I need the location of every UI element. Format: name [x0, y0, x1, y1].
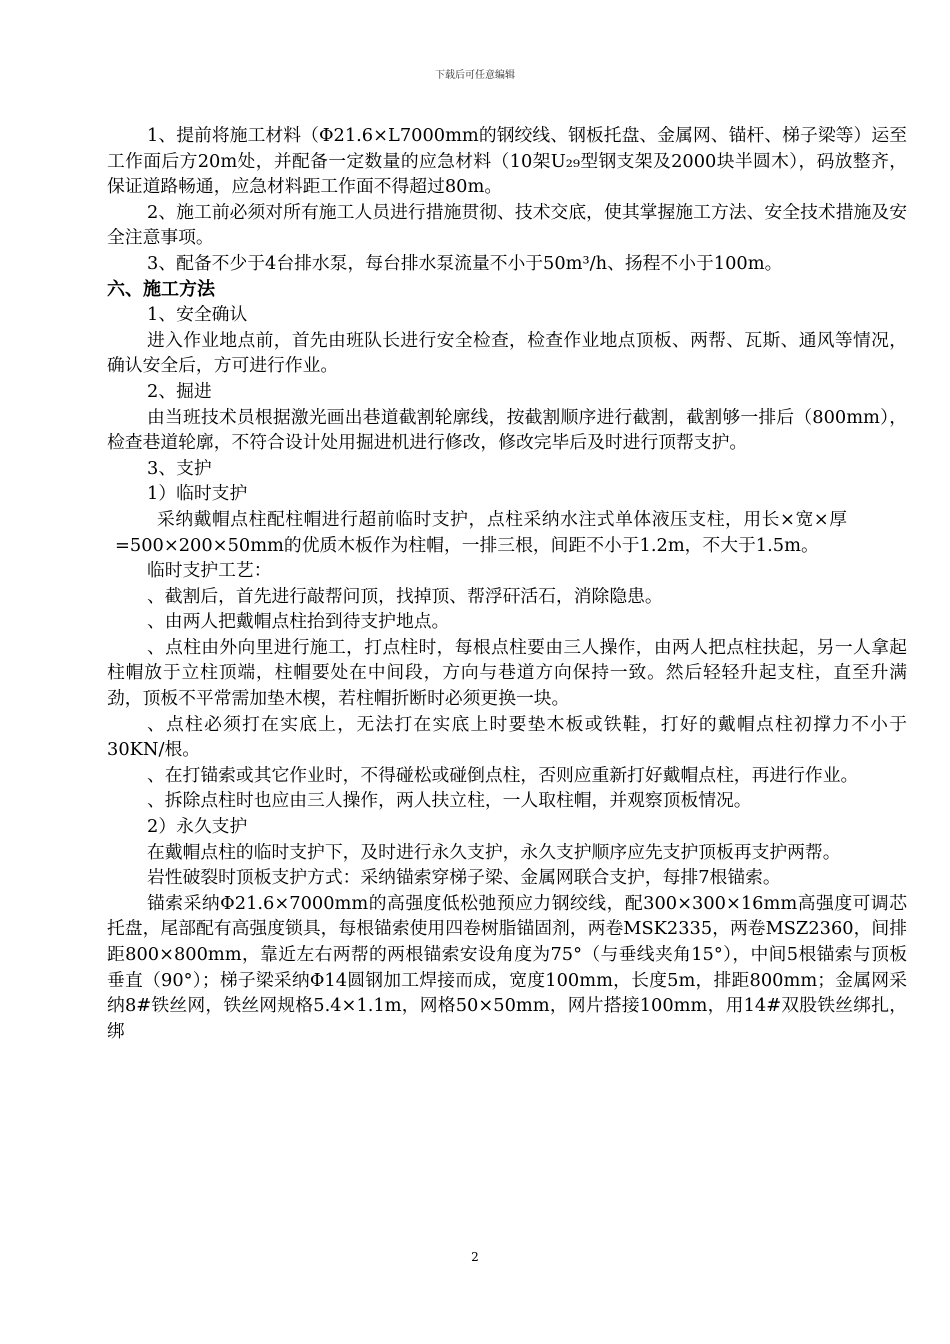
paragraph: 2、掘进 [147, 380, 212, 402]
document-body [107, 123, 907, 1044]
paragraph: 1、安全确认 [147, 304, 248, 326]
paragraph: 、拆除点柱时也应由三人操作，两人扶立柱，一人取柱帽，并观察顶板情况。 [147, 790, 752, 812]
paragraph: 、点柱由外向里进行施工，打点柱时，每根点柱要由三人操作，由两人把点柱扶起，另一人拿起柱帽放于立柱顶端，柱帽要处在中间段，方向与巷道方向保持一致。然后轻轻升起支柱，直至升满劲，顶板不平常需加垫木楔，若柱帽折断时必须更换一块。 [107, 636, 907, 710]
paragraph: 、由两人把戴帽点柱抬到待支护地点。 [147, 611, 450, 633]
paragraph: 2）永久支护 [147, 816, 248, 838]
paragraph: 2、施工前必须对所有施工人员进行措施贯彻、技术交底，使其掌握施工方法、安全技术措施及安全注意事项。 [107, 201, 907, 249]
paragraph: 、在打锚索或其它作业时，不得碰松或碰倒点柱，否则应重新打好戴帽点柱，再进行作业。 [147, 764, 859, 786]
paragraph: 由当班技术员根据激光画出巷道截割轮廓线，按截割顺序进行截割，截割够一排后（800mm），检查巷道轮廓，不符合设计处用掘进机进行修改，修改完毕后及时进行顶帮支护。 [107, 406, 907, 454]
paragraph: 、点柱必须打在实底上，无法打在实底上时要垫木板或铁鞋，打好的戴帽点柱初撑力不小于30KN/根。 [107, 713, 907, 761]
paragraph: 采纳戴帽点柱配柱帽进行超前临时支护，点柱采纳水注式单体液压支柱，用长×宽×厚=500×200×50mm的优质木板作为柱帽，一排三根，间距不小于1.2m，不大于1.5m。 [115, 508, 847, 556]
paragraph: 在戴帽点柱的临时支护下，及时进行永久支护，永久支护顺序应先支护顶板再支护两帮。 [147, 841, 841, 863]
paragraph: 临时支护工艺： [147, 560, 272, 582]
page-number: 2 [471, 1250, 479, 1264]
paragraph: 进入作业地点前，首先由班队长进行安全检查，检查作业地点顶板、两帮、瓦斯、通风等情况，确认安全后，方可进行作业。 [107, 329, 907, 377]
page-header: 下载后可任意编辑 [435, 70, 515, 81]
paragraph: 1）临时支护 [147, 483, 248, 505]
paragraph: 1、提前将施工材料（Φ21.6×L7000mm的钢绞线、钢板托盘、金属网、锚杆、梯子梁等）运至工作面后方20m处，并配备一定数量的应急材料（10架U₂₉型钢支架及2000块半圆木），码放整齐，保证道路畅通，应急材料距工作面不得超过80m。 [107, 125, 907, 198]
paragraph: 3、支护 [147, 457, 212, 479]
paragraph: 岩性破裂时顶板支护方式：采纳锚索穿梯子梁、金属网联合支护，每排7根锚索。 [147, 867, 781, 889]
paragraph: 、截割后，首先进行敲帮问顶，找掉顶、帮浮矸活石，消除隐患。 [147, 585, 663, 607]
paragraph: 锚索采纳Φ21.6×7000mm的高强度低松弛预应力钢绞线，配300×300×16mm高强度可调芯托盘，尾部配有高强度锁具，每根锚索使用四卷树脂锚固剂，两卷MSK2335，两卷MSZ2360，间排距800×800mm，靠近左右两帮的两根锚索安设角度为75°（与垂线夹角15°），中间5根锚索与顶板垂直（90°）；梯子梁采纳Φ14圆钢加工焊接而成，宽度100mm，长度5m，排距800mm；金属网采纳8#铁丝网，铁丝网规格5.4×1.1m，网格50×50mm，网片搭接100mm，用14#双股铁丝绑扎，绑 [107, 892, 907, 1042]
section-heading: 六、施工方法 [107, 278, 215, 300]
paragraph: 3、配备不少于4台排水泵，每台排水泵流量不小于50m³/h、扬程不小于100m。 [147, 252, 783, 274]
